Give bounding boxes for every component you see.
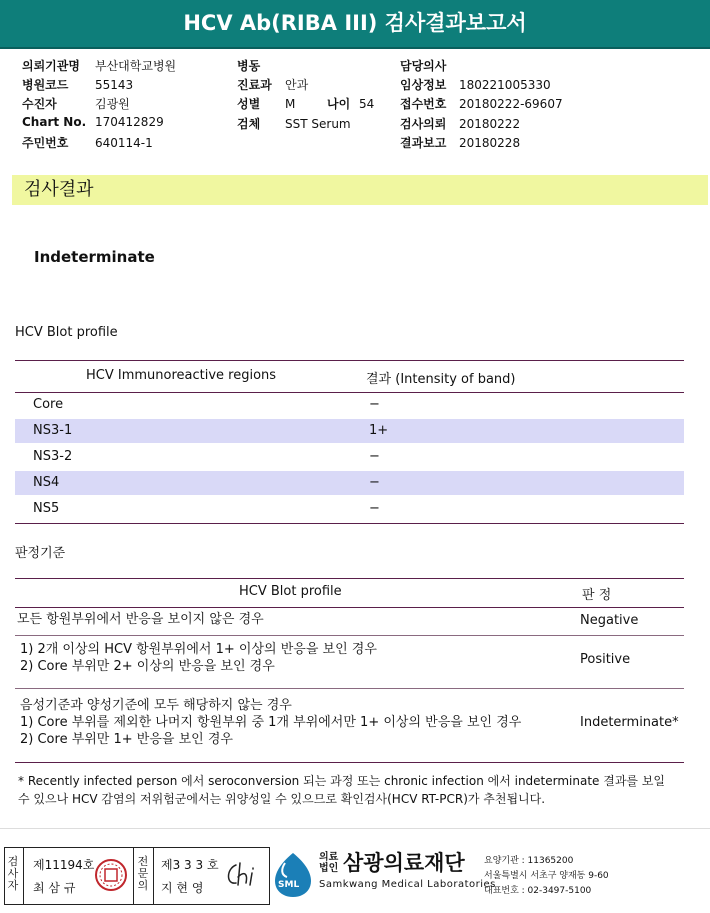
criteria-line: 2) Core 부위만 2+ 이상의 반응을 보인 경우	[20, 659, 275, 674]
result-verdict: Indeterminate	[34, 248, 155, 266]
box-divider	[153, 847, 154, 905]
info-value: 180221005330	[459, 78, 551, 92]
judgement-cell: Positive	[580, 652, 631, 667]
inspector-name: 최 삼 규	[33, 881, 76, 895]
table-rule	[15, 523, 684, 524]
section-header	[12, 175, 708, 205]
org-name-en: Samkwang Medical Laboratories	[319, 879, 496, 890]
row-shade	[15, 471, 684, 495]
inspector-number: 제11194호	[33, 858, 95, 872]
care-code: 요양기관 : 11365200	[484, 856, 574, 866]
info-value: SST Serum	[285, 117, 351, 131]
table-rule	[15, 688, 684, 689]
info-label: 검체	[237, 117, 261, 131]
table-rule	[15, 360, 684, 361]
info-value: 20180228	[459, 136, 521, 150]
info-row	[400, 76, 551, 93]
info-label: 진료과	[237, 78, 272, 92]
footer-divider	[0, 828, 710, 829]
footnote-line: 수 있으나 HCV 감염의 저위험군에서는 위양성일 수 있으므로 확인검사(HCV RT-PCR)가 추천됩니다.	[18, 792, 546, 806]
info-row	[237, 76, 308, 93]
section-title: 검사결과	[24, 179, 94, 200]
judgement-cell: Indeterminate*	[580, 715, 679, 730]
criteria-line: 모든 항원부위에서 반응을 보이지 않은 경우	[17, 612, 264, 627]
org-phone: 대표번호 : 02-3497-5100	[484, 886, 592, 896]
column-header: 결과 (Intensity of band)	[366, 372, 516, 387]
org-prefix-line: 의료	[319, 852, 339, 863]
info-row	[237, 115, 351, 132]
info-row	[22, 57, 176, 74]
info-value: 54	[359, 97, 375, 111]
info-label: 결과보고	[400, 136, 447, 150]
column-header: 판 정	[582, 588, 612, 603]
box-divider	[133, 847, 134, 905]
logo-text: SML	[278, 880, 300, 890]
region-cell: NS5	[33, 501, 60, 516]
label-char: 의	[137, 879, 149, 892]
label-char: 검	[7, 855, 19, 868]
label-char: 문	[137, 867, 149, 880]
info-row	[400, 115, 520, 132]
info-value: 김광원	[95, 97, 130, 111]
org-prefix-line: 법인	[319, 863, 339, 874]
specialist-number: 제3 3 3 호	[161, 858, 219, 872]
column-header: HCV Immunoreactive regions	[86, 368, 277, 383]
info-label: 임상정보	[400, 78, 447, 92]
label-char: 자	[7, 879, 19, 892]
info-label: 접수번호	[400, 97, 447, 111]
info-label: 수진자	[22, 97, 57, 111]
info-value: 20180222	[459, 117, 521, 131]
footnote-line: * Recently infected person 에서 seroconversion 되는 과정 또는 chronic infection 에서 indeterminate 결과를 보일	[18, 774, 666, 788]
info-value: 170412829	[95, 115, 164, 129]
table-rule	[15, 578, 684, 579]
red-seal-icon	[94, 858, 128, 892]
info-row	[22, 115, 164, 129]
sml-logo-icon	[271, 851, 315, 899]
info-row	[22, 76, 133, 93]
info-row	[237, 95, 295, 112]
info-value: 20180222-69607	[459, 97, 563, 111]
table-rule	[15, 635, 684, 636]
criteria-heading: 판정기준	[15, 546, 66, 561]
judgement-cell: Negative	[580, 613, 639, 628]
row-shade	[15, 419, 684, 443]
info-row	[400, 134, 520, 151]
info-label: 병동	[237, 59, 261, 73]
info-label: 나이	[327, 97, 351, 111]
org-prefix	[319, 852, 338, 874]
table-rule	[15, 607, 684, 608]
info-label: 주민번호	[22, 136, 69, 150]
info-row-age	[327, 95, 374, 112]
region-cell: Core	[33, 397, 64, 412]
inspector-label	[6, 856, 20, 892]
result-cell: −	[369, 397, 380, 412]
box-divider	[23, 847, 24, 905]
region-cell: NS4	[33, 475, 60, 490]
region-cell: NS3-2	[33, 449, 73, 464]
info-row	[400, 95, 563, 112]
criteria-line: 1) Core 부위를 제외한 나머지 항원부위 중 1개 부위에서만 1+ 이상의 반응을 보인 경우	[20, 715, 522, 730]
label-char: 전	[137, 855, 149, 868]
info-label: 성별	[237, 97, 261, 111]
specialist-label	[136, 856, 150, 892]
info-label: 의뢰기관명	[22, 59, 80, 73]
specialist-name: 지 현 영	[161, 881, 204, 895]
info-value: 55143	[95, 78, 134, 92]
info-value: M	[285, 97, 296, 111]
result-cell: −	[369, 501, 380, 516]
info-value: 안과	[285, 78, 309, 92]
info-label: Chart No.	[22, 115, 87, 129]
result-cell: −	[369, 475, 380, 490]
info-row	[237, 57, 285, 74]
signature-icon	[222, 859, 262, 891]
info-row	[400, 57, 459, 74]
result-cell: 1+	[369, 423, 389, 438]
info-label: 담당의사	[400, 59, 447, 73]
criteria-line: 음성기준과 양성기준에 모두 해당하지 않는 경우	[20, 698, 292, 713]
info-row	[22, 134, 153, 151]
blot-profile-heading: HCV Blot profile	[15, 325, 118, 340]
column-header: HCV Blot profile	[239, 584, 342, 599]
report-title: HCV Ab(RIBA III) 검사결과보고서	[0, 0, 710, 49]
info-value: 640114-1	[95, 136, 153, 150]
info-label: 병원코드	[22, 78, 69, 92]
info-row	[22, 95, 130, 112]
table-rule	[15, 762, 684, 763]
info-value: 부산대학교병원	[95, 59, 177, 73]
criteria-line: 1) 2개 이상의 HCV 항원부위에서 1+ 이상의 반응을 보인 경우	[20, 642, 377, 657]
org-address: 서울특별시 서초구 양재동 9-60	[484, 871, 609, 881]
region-cell: NS3-1	[33, 423, 73, 438]
criteria-line: 2) Core 부위만 1+ 반응을 보인 경우	[20, 732, 233, 747]
label-char: 사	[7, 867, 19, 880]
info-label: 검사의뢰	[400, 117, 447, 131]
footnote	[18, 772, 688, 808]
result-cell: −	[369, 449, 380, 464]
org-name: 삼광의료재단	[343, 851, 465, 875]
table-rule	[15, 392, 684, 393]
